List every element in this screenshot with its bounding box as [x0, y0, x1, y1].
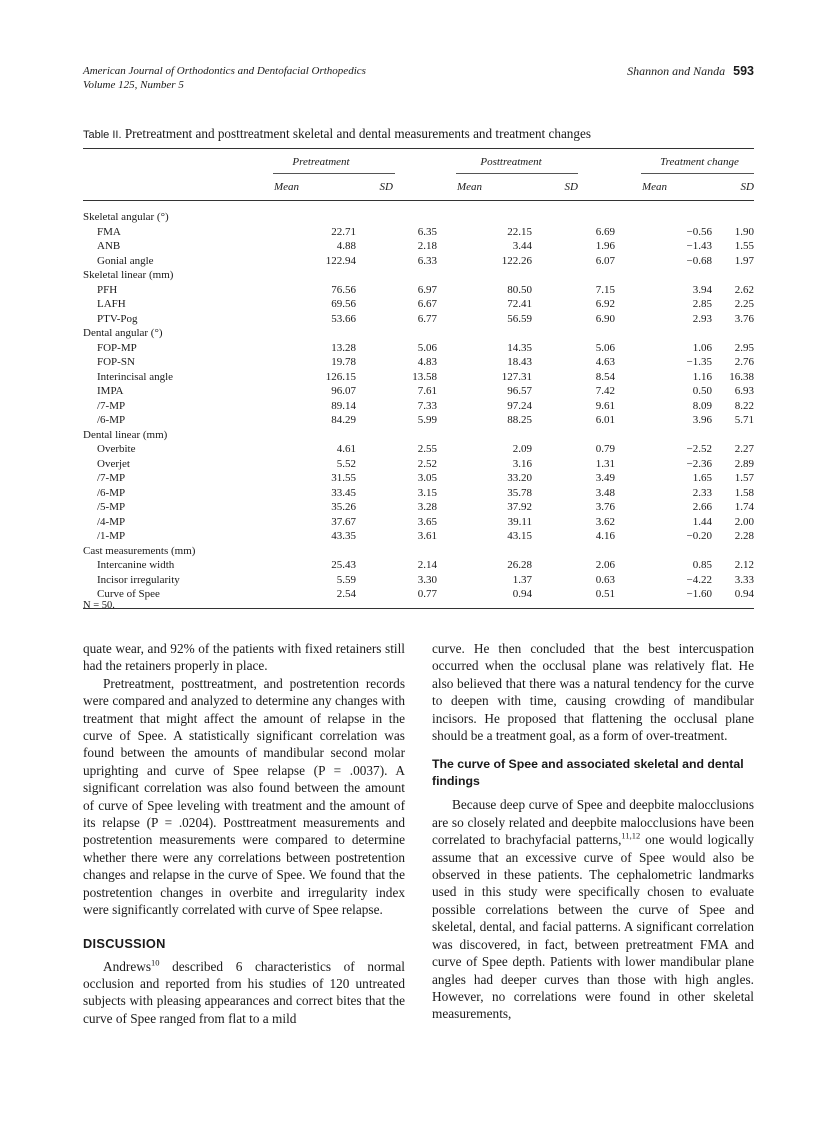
- table-section-row: [83, 544, 754, 559]
- cell-value: 1.31: [595, 457, 615, 470]
- paragraph: [83, 958, 405, 1028]
- section-heading-discussion: DISCUSSION: [83, 935, 166, 951]
- col-header-sd: SD: [740, 181, 754, 193]
- table-caption: [83, 126, 591, 142]
- cell-value: 0.94: [734, 588, 754, 600]
- table-row: [83, 355, 754, 370]
- table-row: [83, 225, 754, 240]
- cell-value: 3.48: [595, 486, 615, 499]
- section-label: Cast measurements (mm): [83, 544, 196, 557]
- cell-value: 37.92: [507, 501, 532, 513]
- row-label: Incisor irregularity: [97, 573, 180, 586]
- cell-value: 3.49: [595, 472, 615, 484]
- table-row: [83, 573, 754, 588]
- cell-value: 4.83: [417, 356, 437, 368]
- cell-value: 8.54: [595, 370, 615, 383]
- cell-value: −1.60: [686, 588, 712, 600]
- table-footnote: N = 50.: [83, 600, 115, 611]
- cell-value: 7.61: [417, 385, 437, 397]
- cell-value: 22.71: [331, 225, 356, 238]
- cell-value: 13.28: [331, 341, 356, 354]
- cell-value: 3.16: [512, 457, 532, 470]
- section-label: Dental linear (mm): [83, 428, 168, 441]
- citation-ref: 11,12: [621, 830, 641, 841]
- table-label: Table II.: [83, 129, 122, 141]
- paragraph: Pretreatment, posttreatment, and postretention records were compared and analyzed to determine any changes with treatment that might affect the amount of relapse in the curve of Spee. A statistically significant correlation was found between the amounts of mandibular second molar uprighting and curve of Spee relapse (P = .0037). A significant correlation was also found between the amount of curve of Spee leveling with treatment and the amount of its relapse (P = .0204). Posttreatment measurements and postretention measurements were compared to determine whether there were any correlations between postretention changes and relapse in the curve of Spee. We found that the postretention changes in overbite and irregularity index were significantly correlated with curve of Spee relapse.: [83, 675, 405, 918]
- cell-value: 6.01: [595, 414, 615, 426]
- row-label: PFH: [97, 283, 118, 296]
- table-body: [83, 201, 754, 608]
- cell-value: 1.65: [692, 472, 712, 484]
- col-header-sd: SD: [564, 181, 578, 193]
- cell-value: 84.29: [331, 414, 356, 426]
- cell-value: 2.55: [417, 443, 437, 455]
- cell-value: 1.44: [692, 515, 712, 528]
- cell-value: 7.33: [417, 399, 437, 412]
- cell-value: 2.95: [734, 341, 754, 354]
- table-row: [83, 384, 754, 399]
- cell-value: 3.61: [417, 530, 437, 542]
- cell-value: 8.22: [734, 399, 754, 412]
- cell-value: 2.09: [512, 443, 532, 455]
- section-label: Skeletal linear (mm): [83, 269, 174, 281]
- cell-value: 3.94: [692, 283, 712, 296]
- cell-value: 6.92: [595, 298, 615, 310]
- table-section-row: [83, 210, 754, 225]
- paragraph-text: Because deep curve of Spee and deepbite malocclusions are so closely related and deepbite malocclusions have been correlated to brachyfacial patterns,: [432, 797, 754, 848]
- cell-value: 88.25: [507, 414, 532, 426]
- table-row: [83, 254, 754, 269]
- cell-value: −1.35: [686, 356, 712, 368]
- cell-value: 37.67: [331, 515, 356, 528]
- col-header-mean: Mean: [642, 181, 668, 193]
- cell-value: 5.59: [336, 573, 356, 586]
- cell-value: 0.51: [595, 588, 615, 600]
- table-group-header: [83, 149, 754, 174]
- cell-value: 3.15: [417, 486, 437, 499]
- table-subheader: [83, 174, 754, 201]
- row-label: FOP-SN: [97, 356, 135, 368]
- row-label: /5-MP: [97, 501, 126, 513]
- cell-value: 2.93: [692, 312, 712, 325]
- cell-value: 0.77: [417, 588, 437, 600]
- cell-value: 19.78: [331, 356, 356, 368]
- cell-value: 0.63: [595, 573, 615, 586]
- cell-value: 1.55: [734, 240, 754, 252]
- table-section-row: [83, 326, 754, 341]
- cell-value: 4.61: [336, 443, 356, 455]
- table-row: [83, 471, 754, 486]
- running-header-right: [627, 64, 754, 78]
- page-number: 593: [733, 64, 754, 78]
- table-row: [83, 413, 754, 428]
- cell-value: 6.67: [417, 298, 437, 310]
- cell-value: 3.76: [595, 501, 615, 513]
- cell-value: 5.06: [595, 341, 615, 354]
- cell-value: 35.26: [331, 501, 356, 513]
- cell-value: 2.06: [595, 559, 615, 571]
- text-column-right: [432, 640, 754, 1023]
- cell-value: 7.15: [595, 283, 615, 296]
- cell-value: 6.90: [595, 312, 615, 325]
- cell-value: 3.96: [692, 414, 712, 426]
- group-posttreatment: Posttreatment: [480, 156, 542, 168]
- cell-value: 0.79: [595, 443, 615, 455]
- cell-value: 96.07: [331, 385, 356, 397]
- cell-value: 2.89: [734, 457, 754, 470]
- cell-value: 5.71: [734, 414, 754, 426]
- cell-value: 1.06: [692, 341, 712, 354]
- cell-value: 6.97: [417, 283, 437, 296]
- row-label: Gonial angle: [97, 254, 154, 267]
- row-label: Overjet: [97, 457, 130, 470]
- cell-value: 1.58: [734, 486, 754, 499]
- cell-value: 2.25: [734, 298, 754, 310]
- table-section-row: [83, 428, 754, 443]
- cell-value: −0.20: [686, 530, 712, 542]
- section-label: Dental angular (°): [83, 327, 163, 339]
- cell-value: 1.90: [734, 225, 754, 238]
- paragraph: quate wear, and 92% of the patients with fixed retainers still had the retainers properly in place.: [83, 641, 405, 674]
- cell-value: 2.18: [417, 240, 437, 252]
- row-label: FMA: [97, 225, 121, 238]
- cell-value: 1.96: [595, 240, 615, 252]
- cited-author: Andrews: [103, 958, 152, 974]
- cell-value: 1.74: [734, 501, 754, 513]
- cell-value: 6.33: [417, 254, 437, 267]
- cell-value: 3.76: [734, 312, 754, 325]
- table-row: [83, 457, 754, 472]
- row-label: /4-MP: [97, 515, 126, 528]
- cell-value: 3.30: [417, 573, 437, 586]
- cell-value: 2.27: [734, 443, 754, 455]
- measurements-table: [83, 148, 754, 609]
- row-label: Interincisal angle: [97, 370, 174, 383]
- cell-value: 3.28: [417, 501, 437, 513]
- row-label: LAFH: [97, 298, 126, 310]
- row-label: /7-MP: [97, 472, 126, 484]
- cell-value: 72.41: [507, 298, 532, 310]
- cell-value: 122.26: [501, 254, 532, 267]
- row-label: /6-MP: [97, 414, 126, 426]
- table-row: [83, 341, 754, 356]
- cell-value: 1.97: [734, 254, 754, 267]
- table-row: [83, 442, 754, 457]
- cell-value: 14.35: [507, 341, 532, 354]
- cell-value: 3.44: [512, 240, 532, 252]
- table-row: [83, 529, 754, 544]
- cell-value: 122.94: [325, 254, 356, 267]
- cell-value: 76.56: [331, 283, 356, 296]
- cell-value: 2.14: [417, 559, 437, 571]
- running-header-journal: [83, 64, 366, 92]
- table-row: [83, 370, 754, 385]
- cell-value: 2.76: [734, 356, 754, 368]
- cell-value: 39.11: [507, 515, 532, 528]
- cell-value: 126.15: [325, 370, 356, 383]
- table-row: [83, 297, 754, 312]
- cell-value: 4.16: [595, 530, 615, 542]
- cell-value: 1.16: [692, 370, 712, 383]
- row-label: /6-MP: [97, 486, 126, 499]
- table-row: [83, 312, 754, 327]
- cell-value: 6.35: [417, 225, 437, 238]
- cell-value: 35.78: [507, 486, 532, 499]
- cell-value: 13.58: [412, 370, 437, 383]
- cell-value: 4.63: [595, 356, 615, 368]
- cell-value: 3.05: [417, 472, 437, 484]
- cell-value: 25.43: [331, 559, 356, 571]
- cell-value: 3.65: [417, 515, 437, 528]
- cell-value: 43.15: [507, 530, 532, 542]
- cell-value: 3.33: [734, 573, 754, 586]
- table-row: [83, 558, 754, 573]
- cell-value: 0.85: [692, 559, 712, 571]
- table-row: [83, 500, 754, 515]
- cell-value: 16.38: [729, 370, 754, 383]
- paragraph: [432, 796, 754, 1022]
- group-treatment-change: Treatment change: [660, 156, 739, 168]
- row-label: ANB: [97, 240, 121, 252]
- cell-value: 18.43: [507, 356, 532, 368]
- cell-value: −2.52: [686, 443, 712, 455]
- cell-value: 6.07: [595, 254, 615, 267]
- row-label: Curve of Spee: [97, 588, 160, 600]
- row-label: Overbite: [97, 443, 136, 455]
- paragraph-text: one would logically assume that an excessive curve of Spee would also be observed in these patients. The cephalometric landmarks used in this study were specifically chosen to evaluate possible correlations between the curve of Spee and skeletal, dental, and facial patterns. A significant correlation was discovered, in fact, between pretreatment FMA and curve of Spee depth. Patients with lower mandibular plane angles had deeper curves than those with high angles. However, no correlations were found in other skeletal measurements,: [432, 832, 754, 1022]
- cell-value: −2.36: [686, 457, 712, 470]
- cell-value: 2.54: [336, 588, 356, 600]
- cell-value: 127.31: [501, 370, 532, 383]
- cell-value: 3.62: [595, 515, 615, 528]
- cell-value: 2.66: [692, 501, 712, 513]
- cell-value: 2.00: [734, 515, 754, 528]
- group-pretreatment: Pretreatment: [292, 156, 350, 168]
- cell-value: 56.59: [507, 312, 532, 325]
- col-header-mean: Mean: [274, 181, 300, 193]
- cell-value: 96.57: [507, 385, 532, 397]
- cell-value: 5.99: [417, 414, 437, 426]
- table-section-row: [83, 268, 754, 283]
- table-row: [83, 515, 754, 530]
- cell-value: 2.12: [734, 559, 754, 571]
- cell-value: 2.85: [692, 298, 712, 310]
- cell-value: 43.35: [331, 530, 356, 542]
- cell-value: 97.24: [507, 399, 532, 412]
- cell-value: 22.15: [507, 225, 532, 238]
- row-label: PTV-Pog: [97, 312, 138, 325]
- journal-title: American Journal of Orthodontics and Dentofacial Orthopedics: [83, 65, 366, 77]
- cell-value: 7.42: [595, 385, 615, 397]
- table-title: Pretreatment and posttreatment skeletal and dental measurements and treatment changes: [124, 126, 591, 141]
- cell-value: 69.56: [331, 298, 356, 310]
- row-label: /1-MP: [97, 530, 126, 542]
- citation-ref: 10: [151, 957, 160, 968]
- cell-value: 89.14: [331, 399, 356, 412]
- col-header-sd: SD: [379, 181, 393, 193]
- cell-value: 2.52: [417, 457, 437, 470]
- cell-value: 0.50: [692, 385, 712, 397]
- paragraph-text: described 6 characteristics of normal occlusion and reported from his studies of 120 untreated subjects with pleasing appearances and correct bites that the curve of Spee ranged from flat to a mild: [83, 958, 405, 1026]
- table-row: [83, 587, 754, 602]
- cell-value: 0.94: [512, 588, 532, 600]
- cell-value: 5.52: [336, 457, 356, 470]
- cell-value: 4.88: [336, 240, 356, 252]
- table-row: [83, 399, 754, 414]
- cell-value: 26.28: [507, 559, 532, 571]
- section-label: Skeletal angular (°): [83, 211, 169, 223]
- subsection-heading: The curve of Spee and associated skeletal and dental findings: [432, 757, 744, 789]
- cell-value: 80.50: [507, 283, 532, 296]
- cell-value: 1.57: [734, 472, 754, 484]
- cell-value: 33.20: [507, 472, 532, 484]
- text-column-left: [83, 640, 405, 1027]
- table-row: [83, 283, 754, 298]
- cell-value: 8.09: [692, 399, 712, 412]
- col-header-mean: Mean: [457, 181, 483, 193]
- cell-value: −0.68: [686, 254, 712, 267]
- journal-volume: Volume 125, Number 5: [83, 79, 184, 91]
- cell-value: 2.33: [692, 486, 712, 499]
- cell-value: 1.37: [512, 573, 532, 586]
- row-label: FOP-MP: [97, 341, 137, 354]
- row-label: Intercanine width: [97, 559, 175, 571]
- cell-value: 31.55: [331, 472, 356, 484]
- cell-value: 33.45: [331, 486, 356, 499]
- cell-value: 9.61: [595, 399, 615, 412]
- running-authors: Shannon and Nanda: [627, 64, 726, 78]
- row-label: IMPA: [97, 385, 124, 397]
- row-label: /7-MP: [97, 399, 126, 412]
- cell-value: 2.62: [734, 283, 754, 296]
- cell-value: −1.43: [686, 240, 712, 252]
- table-row: [83, 239, 754, 254]
- cell-value: 2.28: [734, 530, 754, 542]
- cell-value: 6.69: [595, 225, 615, 238]
- cell-value: −4.22: [686, 573, 712, 586]
- cell-value: 6.77: [417, 312, 437, 325]
- paragraph: curve. He then concluded that the best intercuspation occurred when the occlusal plane was relatively flat. He also believed that there was a natural tendency for the curve to deepen with time, causing crowding of mandibular incisors. He proposed that flattening the occlusal plane should be a treatment goal, as a form of over-treatment.: [432, 641, 754, 744]
- cell-value: −0.56: [686, 225, 712, 238]
- cell-value: 53.66: [331, 312, 356, 325]
- cell-value: 6.93: [734, 385, 754, 397]
- table-row: [83, 486, 754, 501]
- cell-value: 5.06: [417, 341, 437, 354]
